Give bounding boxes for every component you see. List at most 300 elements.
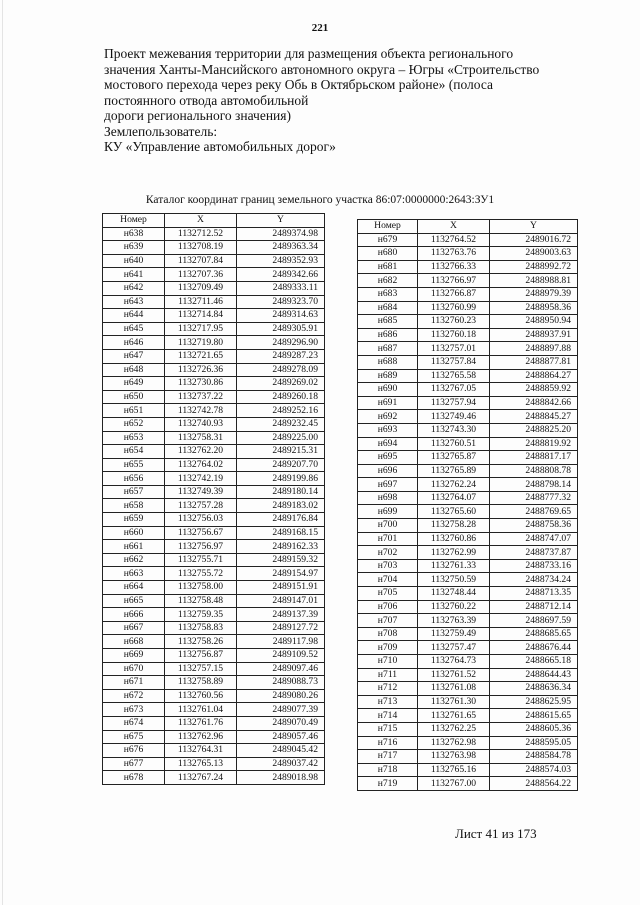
x-coordinate-cell: 1132760.86 [418,532,490,546]
x-coordinate-cell: 1132707.84 [165,254,237,268]
x-coordinate-cell: 1132764.07 [418,491,490,505]
page-number: 221 [311,22,329,34]
table-row [103,553,325,567]
y-coordinate-cell: 2489296.90 [237,336,325,350]
point-number-cell: н692 [358,410,418,424]
sheet-counter: Лист 41 из 173 [455,826,537,841]
y-coordinate-cell: 2489037.42 [237,757,325,771]
table-row [103,295,325,309]
x-coordinate-cell: 1132708.19 [165,241,237,255]
x-coordinate-cell: 1132765.89 [418,464,490,478]
header-line: постоянного отвода автомобильной [104,92,309,108]
point-number-cell: н683 [358,287,418,301]
table-row [358,519,578,533]
x-coordinate-cell: 1132762.20 [165,445,237,459]
point-number-cell: н641 [103,268,165,282]
y-coordinate-cell: 2489154.97 [237,567,325,581]
y-coordinate-cell: 2488988.81 [490,274,578,288]
point-number-cell: н689 [358,369,418,383]
point-number-cell: н703 [358,559,418,573]
y-coordinate-cell: 2488734.24 [490,573,578,587]
x-coordinate-cell: 1132712.52 [165,227,237,241]
table-row [103,771,325,785]
x-coordinate-cell: 1132756.97 [165,540,237,554]
point-number-cell: н639 [103,241,165,255]
x-coordinate-cell: 1132761.65 [418,709,490,723]
point-number-cell: н643 [103,295,165,309]
y-coordinate-cell: 2488958.36 [490,301,578,315]
table-row [358,478,578,492]
table-row [358,328,578,342]
table-row [358,423,578,437]
point-number-cell: н678 [103,771,165,785]
point-number-cell: н664 [103,581,165,595]
point-number-cell: н661 [103,540,165,554]
y-coordinate-cell: 2489137.39 [237,608,325,622]
table-row [103,417,325,431]
point-number-cell: н677 [103,757,165,771]
table-row [103,377,325,391]
point-number-cell: н655 [103,458,165,472]
x-coordinate-cell: 1132749.46 [418,410,490,424]
coordinates-table-right [357,219,578,791]
table-row [358,709,578,723]
x-coordinate-cell: 1132758.89 [165,676,237,690]
table-row [103,458,325,472]
y-coordinate-cell: 2489016.72 [490,233,578,247]
y-coordinate-cell: 2489057.46 [237,730,325,744]
point-number-cell: н650 [103,390,165,404]
table-row [358,736,578,750]
y-coordinate-cell: 2489363.34 [237,241,325,255]
y-coordinate-cell: 2488769.65 [490,505,578,519]
y-coordinate-cell: 2489225.00 [237,431,325,445]
point-number-cell: н708 [358,627,418,641]
table-row [358,668,578,682]
point-number-cell: н657 [103,485,165,499]
point-number-cell: н688 [358,355,418,369]
x-coordinate-cell: 1132756.67 [165,526,237,540]
table-row [103,581,325,595]
document-header [104,46,604,155]
column-header-x: X [165,214,237,228]
point-number-cell: н693 [358,423,418,437]
y-coordinate-cell: 2489260.18 [237,390,325,404]
y-coordinate-cell: 2489077.39 [237,703,325,717]
y-coordinate-cell: 2488615.65 [490,709,578,723]
x-coordinate-cell: 1132743.30 [418,423,490,437]
y-coordinate-cell: 2488897.88 [490,342,578,356]
y-coordinate-cell: 2488685.65 [490,627,578,641]
point-number-cell: н645 [103,322,165,336]
table-row [103,635,325,649]
y-coordinate-cell: 2488595.05 [490,736,578,750]
y-coordinate-cell: 2488825.20 [490,423,578,437]
y-coordinate-cell: 2488819.92 [490,437,578,451]
x-coordinate-cell: 1132757.84 [418,355,490,369]
point-number-cell: н672 [103,689,165,703]
table-row [103,485,325,499]
x-coordinate-cell: 1132763.76 [418,247,490,261]
x-coordinate-cell: 1132707.36 [165,268,237,282]
table-row [358,695,578,709]
table-row [103,281,325,295]
y-coordinate-cell: 2489232.45 [237,417,325,431]
x-coordinate-cell: 1132766.97 [418,274,490,288]
table-row [103,390,325,404]
x-coordinate-cell: 1132761.04 [165,703,237,717]
point-number-cell: н717 [358,750,418,764]
point-number-cell: н704 [358,573,418,587]
y-coordinate-cell: 2488950.94 [490,315,578,329]
y-coordinate-cell: 2489180.14 [237,485,325,499]
x-coordinate-cell: 1132711.46 [165,295,237,309]
table-row [103,689,325,703]
y-coordinate-cell: 2488747.07 [490,532,578,546]
y-coordinate-cell: 2489018.98 [237,771,325,785]
x-coordinate-cell: 1132762.24 [418,478,490,492]
x-coordinate-cell: 1132757.94 [418,396,490,410]
y-coordinate-cell: 2488605.36 [490,722,578,736]
table-row [358,247,578,261]
point-number-cell: н684 [358,301,418,315]
table-row [358,722,578,736]
x-coordinate-cell: 1132755.71 [165,553,237,567]
column-header-y: Y [237,214,325,228]
y-coordinate-cell: 2488864.27 [490,369,578,383]
table-row [103,594,325,608]
point-number-cell: н673 [103,703,165,717]
point-number-cell: н697 [358,478,418,492]
y-coordinate-cell: 2488817.17 [490,451,578,465]
table-row [103,513,325,527]
land-user-name: КУ «Управление автомобильных дорог» [104,139,336,154]
point-number-cell: н668 [103,635,165,649]
x-coordinate-cell: 1132765.13 [165,757,237,771]
y-coordinate-cell: 2488712.14 [490,600,578,614]
point-number-cell: н691 [358,396,418,410]
table-row [358,655,578,669]
x-coordinate-cell: 1132761.76 [165,716,237,730]
table-row [358,641,578,655]
point-number-cell: н676 [103,744,165,758]
table-row [358,505,578,519]
y-coordinate-cell: 2489374.98 [237,227,325,241]
y-coordinate-cell: 2488574.03 [490,763,578,777]
table-row [103,621,325,635]
table-row [103,445,325,459]
table-row [358,342,578,356]
scan-edge-line [2,0,3,905]
y-coordinate-cell: 2489287.23 [237,349,325,363]
y-coordinate-cell: 2488733.16 [490,559,578,573]
table-row [358,600,578,614]
table-row [103,241,325,255]
column-header-number: Номер [103,214,165,228]
table-row [103,268,325,282]
y-coordinate-cell: 2488798.14 [490,478,578,492]
point-number-cell: н702 [358,546,418,560]
x-coordinate-cell: 1132719.80 [165,336,237,350]
table-row [103,716,325,730]
table-row [103,730,325,744]
x-coordinate-cell: 1132767.05 [418,383,490,397]
x-coordinate-cell: 1132767.24 [165,771,237,785]
table-row [358,301,578,315]
coordinates-table-left [102,213,325,785]
table-row [103,608,325,622]
x-coordinate-cell: 1132761.33 [418,559,490,573]
x-coordinate-cell: 1132749.39 [165,485,237,499]
y-coordinate-cell: 2488758.36 [490,519,578,533]
x-coordinate-cell: 1132765.16 [418,763,490,777]
table-row [358,369,578,383]
x-coordinate-cell: 1132742.19 [165,472,237,486]
table-row [358,546,578,560]
table-row [103,309,325,323]
y-coordinate-cell: 2489147.01 [237,594,325,608]
x-coordinate-cell: 1132762.25 [418,722,490,736]
y-coordinate-cell: 2489314.63 [237,309,325,323]
x-coordinate-cell: 1132758.48 [165,594,237,608]
x-coordinate-cell: 1132756.03 [165,513,237,527]
table-row [103,472,325,486]
x-coordinate-cell: 1132748.44 [418,587,490,601]
point-number-cell: н669 [103,649,165,663]
point-number-cell: н651 [103,404,165,418]
table-row [358,777,578,791]
x-coordinate-cell: 1132764.73 [418,655,490,669]
table-row [103,431,325,445]
x-coordinate-cell: 1132717.95 [165,322,237,336]
x-coordinate-cell: 1132763.98 [418,750,490,764]
point-number-cell: н670 [103,662,165,676]
table-row [103,499,325,513]
x-coordinate-cell: 1132765.58 [418,369,490,383]
table-header-row [358,220,578,234]
point-number-cell: н666 [103,608,165,622]
point-number-cell: н686 [358,328,418,342]
point-number-cell: н680 [358,247,418,261]
point-number-cell: н707 [358,614,418,628]
table-row [103,254,325,268]
x-coordinate-cell: 1132758.00 [165,581,237,595]
table-row [358,396,578,410]
point-number-cell: н701 [358,532,418,546]
table-row [358,260,578,274]
y-coordinate-cell: 2488859.92 [490,383,578,397]
y-coordinate-cell: 2489045.42 [237,744,325,758]
table-row [103,744,325,758]
x-coordinate-cell: 1132740.93 [165,417,237,431]
x-coordinate-cell: 1132761.08 [418,682,490,696]
y-coordinate-cell: 2489352.93 [237,254,325,268]
point-number-cell: н711 [358,668,418,682]
table-header-row [103,214,325,228]
table-row [103,363,325,377]
point-number-cell: н694 [358,437,418,451]
y-coordinate-cell: 2488676.44 [490,641,578,655]
point-number-cell: н696 [358,464,418,478]
y-coordinate-cell: 2489080.26 [237,689,325,703]
point-number-cell: н647 [103,349,165,363]
point-number-cell: н674 [103,716,165,730]
y-coordinate-cell: 2489151.91 [237,581,325,595]
x-coordinate-cell: 1132721.65 [165,349,237,363]
table-row [358,383,578,397]
y-coordinate-cell: 2489168.15 [237,526,325,540]
table-row [358,614,578,628]
point-number-cell: н653 [103,431,165,445]
point-number-cell: н671 [103,676,165,690]
y-coordinate-cell: 2488992.72 [490,260,578,274]
y-coordinate-cell: 2488697.59 [490,614,578,628]
table-row [358,464,578,478]
table-row [358,287,578,301]
x-coordinate-cell: 1132760.23 [418,315,490,329]
y-coordinate-cell: 2488842.66 [490,396,578,410]
x-coordinate-cell: 1132726.36 [165,363,237,377]
column-header-y: Y [490,220,578,234]
x-coordinate-cell: 1132766.33 [418,260,490,274]
point-number-cell: н638 [103,227,165,241]
column-header-x: X [418,220,490,234]
y-coordinate-cell: 2488713.35 [490,587,578,601]
point-number-cell: н709 [358,641,418,655]
y-coordinate-cell: 2488737.87 [490,546,578,560]
y-coordinate-cell: 2489003.63 [490,247,578,261]
header-line: Проект межевания территории для размещения объекта регионального [104,46,514,61]
y-coordinate-cell: 2488584.78 [490,750,578,764]
point-number-cell: н675 [103,730,165,744]
point-number-cell: н719 [358,777,418,791]
table-row [103,662,325,676]
x-coordinate-cell: 1132761.30 [418,695,490,709]
x-coordinate-cell: 1132757.47 [418,641,490,655]
table-row [103,526,325,540]
x-coordinate-cell: 1132764.31 [165,744,237,758]
point-number-cell: н646 [103,336,165,350]
point-number-cell: н716 [358,736,418,750]
table-row [358,750,578,764]
y-coordinate-cell: 2488665.18 [490,655,578,669]
point-number-cell: н649 [103,377,165,391]
y-coordinate-cell: 2489269.02 [237,377,325,391]
x-coordinate-cell: 1132759.49 [418,627,490,641]
x-coordinate-cell: 1132760.22 [418,600,490,614]
point-number-cell: н695 [358,451,418,465]
point-number-cell: н710 [358,655,418,669]
y-coordinate-cell: 2489278.09 [237,363,325,377]
x-coordinate-cell: 1132760.18 [418,328,490,342]
y-coordinate-cell: 2489207.70 [237,458,325,472]
table-row [358,682,578,696]
y-coordinate-cell: 2489109.52 [237,649,325,663]
table-row [358,274,578,288]
point-number-cell: н648 [103,363,165,377]
point-number-cell: н713 [358,695,418,709]
x-coordinate-cell: 1132756.87 [165,649,237,663]
x-coordinate-cell: 1132757.15 [165,662,237,676]
point-number-cell: н665 [103,594,165,608]
x-coordinate-cell: 1132758.26 [165,635,237,649]
x-coordinate-cell: 1132764.02 [165,458,237,472]
x-coordinate-cell: 1132742.78 [165,404,237,418]
header-line: дороги регионального значения) [104,108,291,123]
point-number-cell: н705 [358,587,418,601]
point-number-cell: н682 [358,274,418,288]
x-coordinate-cell: 1132762.98 [418,736,490,750]
header-line: мостового перехода через реку Обь в Октябрьском районе» (полоса [104,77,494,92]
y-coordinate-cell: 2489127.72 [237,621,325,635]
y-coordinate-cell: 2488979.39 [490,287,578,301]
x-coordinate-cell: 1132709.49 [165,281,237,295]
point-number-cell: н714 [358,709,418,723]
x-coordinate-cell: 1132758.83 [165,621,237,635]
table-row [358,763,578,777]
x-coordinate-cell: 1132760.51 [418,437,490,451]
table-row [103,322,325,336]
table-row [103,649,325,663]
point-number-cell: н679 [358,233,418,247]
y-coordinate-cell: 2489162.33 [237,540,325,554]
point-number-cell: н706 [358,600,418,614]
point-number-cell: н659 [103,513,165,527]
y-coordinate-cell: 2489088.73 [237,676,325,690]
table-row [358,233,578,247]
table-row [358,491,578,505]
y-coordinate-cell: 2488937.91 [490,328,578,342]
y-coordinate-cell: 2489342.66 [237,268,325,282]
x-coordinate-cell: 1132755.72 [165,567,237,581]
table-row [103,404,325,418]
x-coordinate-cell: 1132766.87 [418,287,490,301]
point-number-cell: н663 [103,567,165,581]
table-row [358,355,578,369]
table-row [103,567,325,581]
x-coordinate-cell: 1132750.59 [418,573,490,587]
table-row [358,451,578,465]
land-user-label: Землепользователь: [104,123,218,139]
y-coordinate-cell: 2488644.43 [490,668,578,682]
y-coordinate-cell: 2489215.31 [237,445,325,459]
table-row [103,349,325,363]
point-number-cell: н660 [103,526,165,540]
x-coordinate-cell: 1132761.52 [418,668,490,682]
y-coordinate-cell: 2489159.32 [237,553,325,567]
point-number-cell: н662 [103,553,165,567]
x-coordinate-cell: 1132763.39 [418,614,490,628]
y-coordinate-cell: 2489070.49 [237,716,325,730]
point-number-cell: н658 [103,499,165,513]
point-number-cell: н640 [103,254,165,268]
y-coordinate-cell: 2489305.91 [237,322,325,336]
x-coordinate-cell: 1132760.99 [418,301,490,315]
table-caption: Каталог координат границ земельного участка 86:07:0000000:2643:ЗУ1 [145,194,495,206]
y-coordinate-cell: 2489183.02 [237,499,325,513]
x-coordinate-cell: 1132758.31 [165,431,237,445]
y-coordinate-cell: 2489252.16 [237,404,325,418]
point-number-cell: н652 [103,417,165,431]
x-coordinate-cell: 1132737.22 [165,390,237,404]
y-coordinate-cell: 2488564.22 [490,777,578,791]
point-number-cell: н685 [358,315,418,329]
table-row [103,540,325,554]
y-coordinate-cell: 2489323.70 [237,295,325,309]
column-header-number: Номер [358,220,418,234]
x-coordinate-cell: 1132765.87 [418,451,490,465]
point-number-cell: н712 [358,682,418,696]
